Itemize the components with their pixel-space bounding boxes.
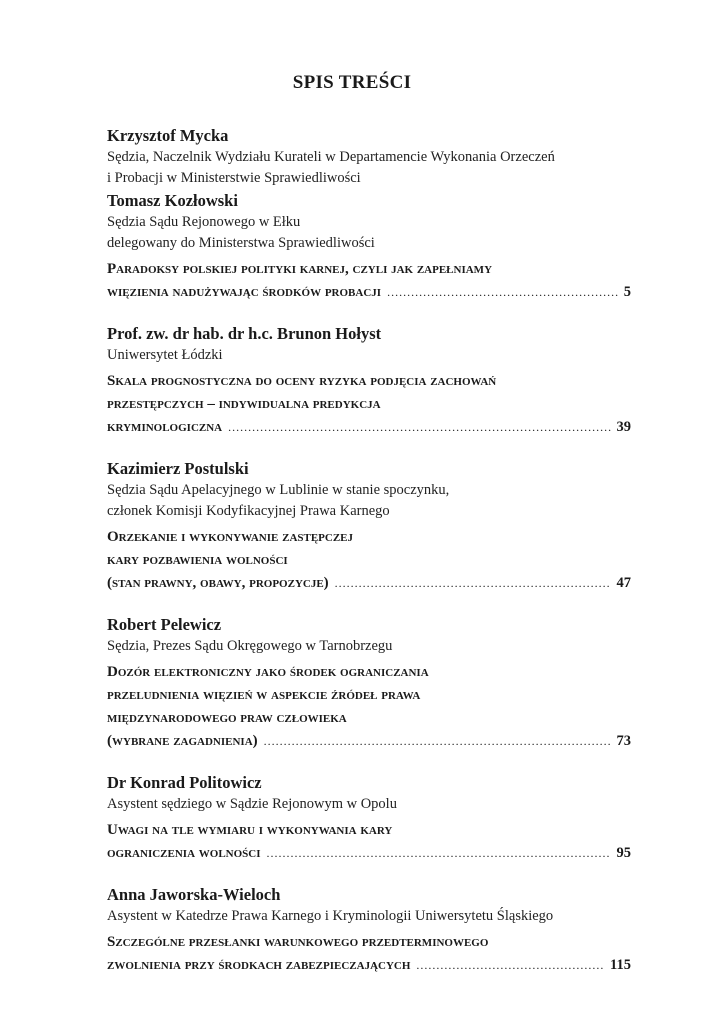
- toc-entry: [107, 613, 631, 753]
- author-name: Prof. zw. dr hab. dr h.c. Brunon Hołyst: [107, 324, 382, 343]
- article-title-line: (stan prawny, obawy, propozycje): [107, 575, 329, 591]
- article-title-line: przestępczych – indywidualna predykcja: [107, 396, 381, 412]
- article-title-last-line: [107, 954, 631, 977]
- toc-list: [107, 124, 631, 995]
- toc-entry: [107, 771, 631, 865]
- page-number[interactable]: 115: [610, 957, 631, 973]
- toc-entry: [107, 457, 631, 595]
- dot-leader: [387, 281, 618, 304]
- page-number[interactable]: 95: [616, 845, 631, 861]
- author-name: Krzysztof Mycka: [107, 126, 229, 145]
- dot-leader: [416, 954, 604, 977]
- article-title-line: Skala prognostyczna do oceny ryzyka podjęcia zachowań: [107, 373, 497, 389]
- author-affiliation: Uniwersytet Łódzki: [107, 347, 223, 363]
- dot-leader: [264, 730, 611, 753]
- dot-leader: [228, 416, 610, 439]
- author-affiliation: Sędzia Sądu Rejonowego w Ełku: [107, 214, 301, 230]
- author-affiliation: Asystent sędziego w Sądzie Rejonowym w Opolu: [107, 796, 397, 812]
- article-title[interactable]: [107, 526, 631, 595]
- article-title-line: Dozór elektroniczny jako środek ograniczania: [107, 664, 429, 680]
- page-number[interactable]: 5: [623, 284, 631, 300]
- author-affiliation: delegowany do Ministerstwa Sprawiedliwości: [107, 235, 375, 251]
- article-title-line: kary pozbawienia wolności: [107, 552, 288, 568]
- article-title-last-line: [107, 842, 631, 865]
- article-title-line: Szczególne przesłanki warunkowego przedterminowego: [107, 934, 489, 950]
- article-title-last-line: [107, 416, 631, 439]
- article-title[interactable]: [107, 258, 631, 304]
- author-affiliation: Sędzia, Prezes Sądu Okręgowego w Tarnobrzegu: [107, 638, 393, 654]
- author-affiliation: Sędzia, Naczelnik Wydziału Kurateli w Departamencie Wykonania Orzeczeń: [107, 149, 555, 165]
- author-name: Tomasz Kozłowski: [107, 191, 238, 210]
- article-title-line: Paradoksy polskiej polityki karnej, czyli jak zapełniamy: [107, 261, 493, 277]
- article-title-line: przeludnienia więzień w aspekcie źródeł prawa: [107, 687, 421, 703]
- page-title: SPIS TREŚCI: [292, 72, 412, 93]
- article-title-line: Uwagi na tle wymiaru i wykonywania kary: [107, 822, 393, 838]
- dot-leader: [267, 842, 611, 865]
- page-number[interactable]: 39: [616, 419, 631, 435]
- toc-entry: [107, 883, 631, 977]
- dot-leader: [335, 572, 611, 595]
- article-title-line: międzynarodowego praw człowieka: [107, 710, 347, 726]
- author-name: Kazimierz Postulski: [107, 459, 249, 478]
- page-number[interactable]: 73: [616, 733, 631, 749]
- toc-entry: [107, 322, 631, 439]
- author-affiliation: członek Komisji Kodyfikacyjnej Prawa Karnego: [107, 503, 390, 519]
- article-title-last-line: [107, 281, 631, 304]
- toc-entry: [107, 124, 631, 304]
- author-name: Robert Pelewicz: [107, 615, 222, 634]
- author-affiliation: Sędzia Sądu Apelacyjnego w Lublinie w stanie spoczynku,: [107, 482, 450, 498]
- author-name: Dr Konrad Politowicz: [107, 773, 262, 792]
- article-title-line: kryminologiczna: [107, 419, 223, 435]
- article-title-line: (wybrane zagadnienia): [107, 733, 258, 749]
- author-name: Anna Jaworska-Wieloch: [107, 885, 281, 904]
- article-title-line: więzienia nadużywając środków probacji: [107, 284, 382, 300]
- article-title[interactable]: [107, 661, 631, 753]
- article-title[interactable]: [107, 931, 631, 977]
- article-title-line: zwolnienia przy środkach zabezpieczających: [107, 957, 411, 973]
- article-title[interactable]: [107, 819, 631, 865]
- page-number[interactable]: 47: [616, 575, 631, 591]
- author-affiliation: i Probacji w Ministerstwie Sprawiedliwości: [107, 170, 361, 186]
- article-title-line: ograniczenia wolności: [107, 845, 261, 861]
- article-title-last-line: [107, 730, 631, 753]
- article-title-line: Orzekanie i wykonywanie zastępczej: [107, 529, 354, 545]
- article-title[interactable]: [107, 370, 631, 439]
- article-title-last-line: [107, 572, 631, 595]
- author-affiliation: Asystent w Katedrze Prawa Karnego i Kryminologii Uniwersytetu Śląskiego: [107, 908, 554, 924]
